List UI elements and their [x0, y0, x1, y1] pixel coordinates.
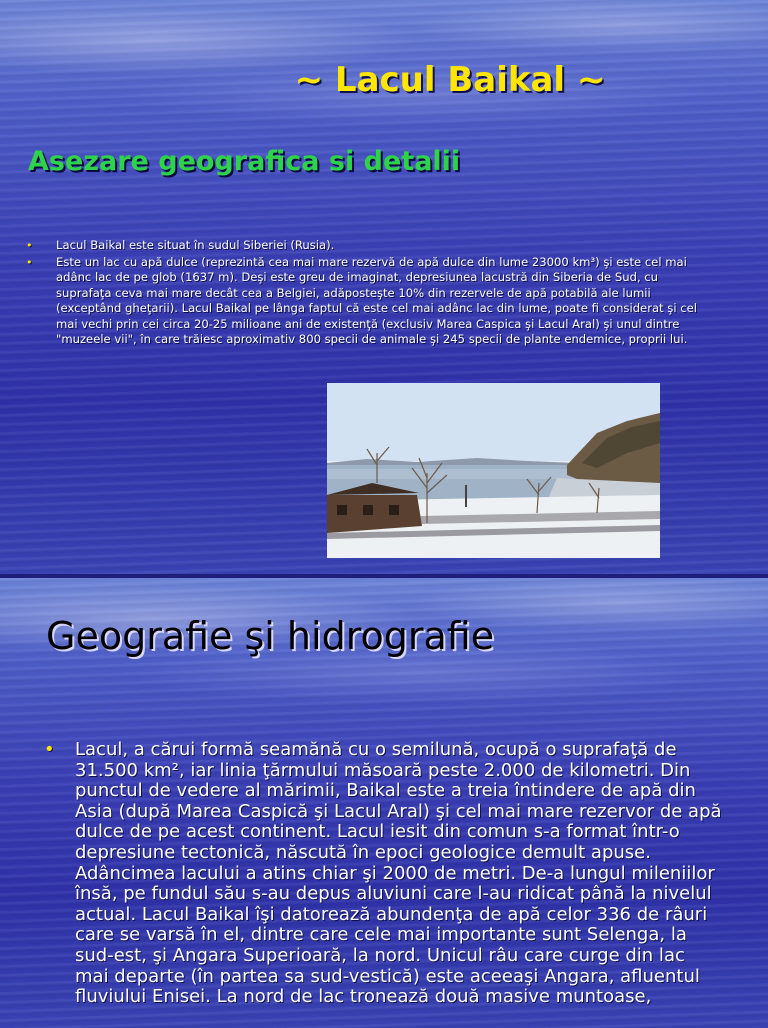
slide-subtitle: Asezare geografica si detalii — [28, 146, 461, 177]
bullet-item — [26, 238, 716, 254]
bullet-text: Lacul Baikal este situat în sudul Siberiei (Rusia). — [56, 238, 335, 252]
bullet-item — [44, 740, 724, 1008]
bullet-list — [26, 238, 716, 349]
bullet-icon: • — [26, 239, 33, 252]
bullet-list — [44, 740, 724, 1008]
bullet-item — [26, 255, 716, 348]
slide-title: ~ Lacul Baikal ~ — [294, 60, 606, 100]
bullet-text: Lacul, a cărui formă seamănă cu o semilună, ocupă o suprafaţă de 31.500 km², iar linia ţărmului măsoară peste 2.000 de kilometri. Din punctul de vedere al mărimii, Baikal este a treia întindere de apă din Asia (după Marea Caspică şi Lacul Aral) şi cel mai mare rezervor de apă dulce de pe acest continent. Lacul iesit din comun s-a format într-o depresiune tectonică, născută în epoci geologice demult apuse. Adâncimea lacului a atins chiar şi 2000 de metri. De-a lungul mileniilor însă, pe fundul său s-au depus aluviuni care l-au ridicat până la nivelul actual. Lacul Baikal îşi datorează abundenţa de apă celor 336 de râuri care se varsă în el, dintre care cele mai importante sunt Selenga, la sud-est, şi Angara Superioară, la nord. Unicul râu care curge din lac mai departe (în partea sa sud-vestică) este aceeaşi Angara, afluentul fluviului Enisei. La nord de lac tronează două masive muntoase, — [75, 739, 722, 1008]
bullet-text: Este un lac cu apă dulce (reprezintă cea mai mare rezervă de apă dulce din lume 23000 km³) şi este cel mai adânc lac de pe glob (1637 m). Deşi este greu de imaginat, depresiunea lacustră din Siberia de Sud, cu suprafaţa ceva mai mare decât cea a Belgiei, adăposteşte 10% din rezervele de apă potabilă ale lumii (exceptând gheţarii). Lacul Baikal pe lânga faptul că este cel mai adânc lac din lume, poate fi considerat şi cel mai vechi prin cei circa 20-25 milioane ani de existenţă (exclusiv Marea Caspica şi Lacul Aral) şi unul dintre "muzeele vii", în care trăiesc aproximativ 800 specii de animale şi 245 specii de plante endemice, proprii lui. — [56, 254, 697, 346]
bullet-icon: • — [44, 739, 55, 760]
lake-baikal-photo — [327, 383, 660, 558]
bullet-icon: • — [26, 255, 33, 269]
slide-title: Geografie şi hidrografie — [46, 614, 495, 658]
slide-2 — [0, 578, 768, 1028]
